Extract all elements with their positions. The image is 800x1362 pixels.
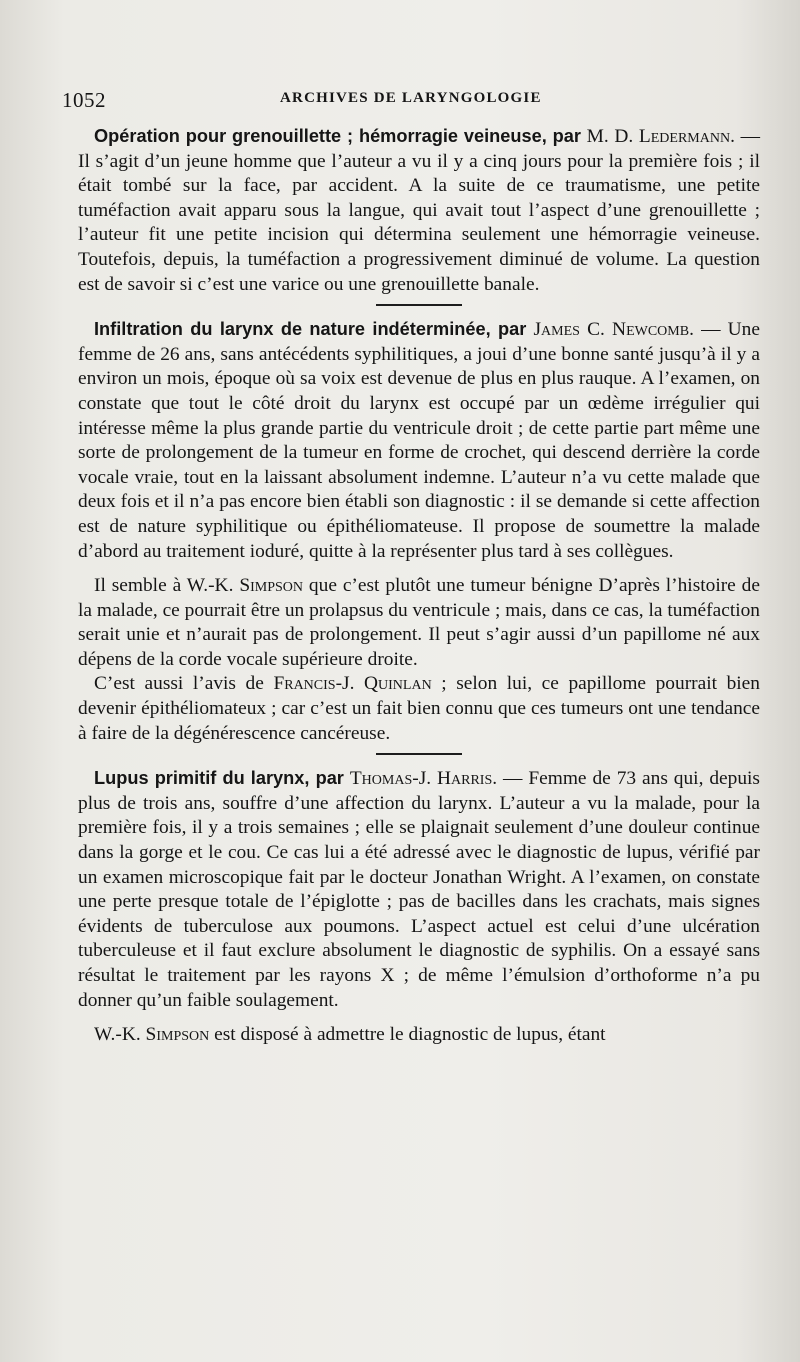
page-body	[78, 124, 760, 1048]
author-name: Simpson	[239, 575, 304, 597]
paragraph-quinlan-opinion	[78, 672, 760, 746]
page-number: 1052	[62, 88, 106, 112]
author-name: James C. Newcomb	[533, 319, 690, 341]
paragraph-lead: Il semble à W.-K.	[94, 575, 234, 597]
section-ledermann	[78, 124, 760, 297]
author-name: Ledermann	[638, 126, 731, 147]
paragraph-text: est disposé à admettre le diagnostic de lupus, étant	[214, 1024, 606, 1046]
paragraph-gap	[78, 1013, 760, 1023]
section-title: Opération pour grenouillette ; hémorragie veineuse, par	[94, 126, 581, 146]
paragraph-gap	[78, 564, 760, 574]
section-newcomb	[78, 317, 760, 564]
paragraph-lead: C’est aussi l’avis de	[94, 673, 264, 695]
running-title: ARCHIVES DE LARYNGOLOGIE	[280, 90, 542, 106]
author-prefix: M. D.	[586, 126, 634, 147]
section-text: Il s’agit d’un jeune homme que l’auteur a vu il y a cinq jours pour la première fois ; il était tombé sur la face, par accident. A la suite de ce traumatisme, une petite tuméfaction avait apparu sous la langue, qui avait tout l’aspect d’une grenouillette ; l’auteur fit une petite incision qui détermina seulement une hémorragie veineuse. Toutefois, depuis, la tuméfaction a progressivement diminué de volume. La question est de savoir si c’est une varice ou une grenouillette banale.	[78, 150, 760, 295]
dash: . —	[730, 126, 760, 147]
section-harris	[78, 766, 760, 1013]
author-name: Simpson	[145, 1024, 210, 1046]
dash: . —	[689, 319, 721, 341]
section-text: Femme de 73 ans qui, depuis plus de trois ans, souffre d’une affection du larynx. L’auteur a vu la malade, pour la première fois, il y a trois semaines ; elle se plaignait seulement d’une douleur continue dans la gorge et le cou. Ce cas lui a été adressé avec le diagnostic de lupus, vérifié par un examen microscopique fait par le docteur Jonathan Wright. A l’examen, on constate une perte presque totale de l’épiglotte ; pas de bacilles dans les crachats, mais signes évidents de tuberculose aux poumons. L’aspect actuel est celui d’une ulcération tuberculeuse et il faut exclure absolument le diagnostic de syphilis. On a essayé sans résultat le traitement par les rayons X ; de même l’émulsion d’orthoforme n’a pu donner qu’un faible soulagement.	[78, 768, 760, 1011]
section-divider	[376, 753, 462, 755]
paragraph-lead: W.-K.	[94, 1024, 141, 1046]
paragraph-simpson-lupus	[78, 1023, 760, 1048]
dash: . —	[492, 768, 523, 790]
author-name: Francis-J. Quinlan	[273, 673, 432, 695]
author-name: Thomas-J. Harris	[349, 768, 493, 790]
section-text: Une femme de 26 ans, sans antécédents syphilitiques, a joui d’une bonne santé jusqu’à il y a environ un mois, époque où sa voix est devenue de plus en plus rauque. A l’examen, on constate que tout le côté droit du larynx est occupé par un œdème irrégulier qui intéresse même la plus grande partie du ventricule droit ; de cette partie part même une sorte de prolongement de la tumeur en forme de crochet, qui descend derrière la corde vocale vraie, tout en la laissant absolument indemne. L’auteur n’a vu cette malade que deux fois et il n’a pas encore bien établi son diagnostic : il se demande si cette affection est de nature syphilitique ou épithéliomateuse. Il propose de soumettre la malade d’abord au traitement ioduré, quitte à la représenter plus tard à ses collègues.	[78, 319, 760, 562]
page-header	[62, 88, 752, 116]
paragraph-text: ; selon lui, ce papillome pourrait bien devenir épithéliomateux ; car c’est un fait bien connu que ces tumeurs ont une tendance à faire de la dégénérescence cancéreuse.	[78, 673, 760, 744]
paragraph-text: que c’est plutôt une tumeur bénigne D’après l’histoire de la malade, ce pourrait être un prolapsus du ventricule ; mais, dans ce cas, la tuméfaction serait unie et n’aurait pas de prolongement. Il peut s’agir aussi d’un papillome né aux dépens de la corde vocale supérieure droite.	[78, 575, 760, 670]
section-title: Lupus primitif du larynx, par	[94, 768, 344, 789]
paragraph-simpson-opinion	[78, 574, 760, 672]
section-divider	[376, 304, 462, 306]
section-title: Infiltration du larynx de nature indéterminée, par	[94, 319, 527, 340]
